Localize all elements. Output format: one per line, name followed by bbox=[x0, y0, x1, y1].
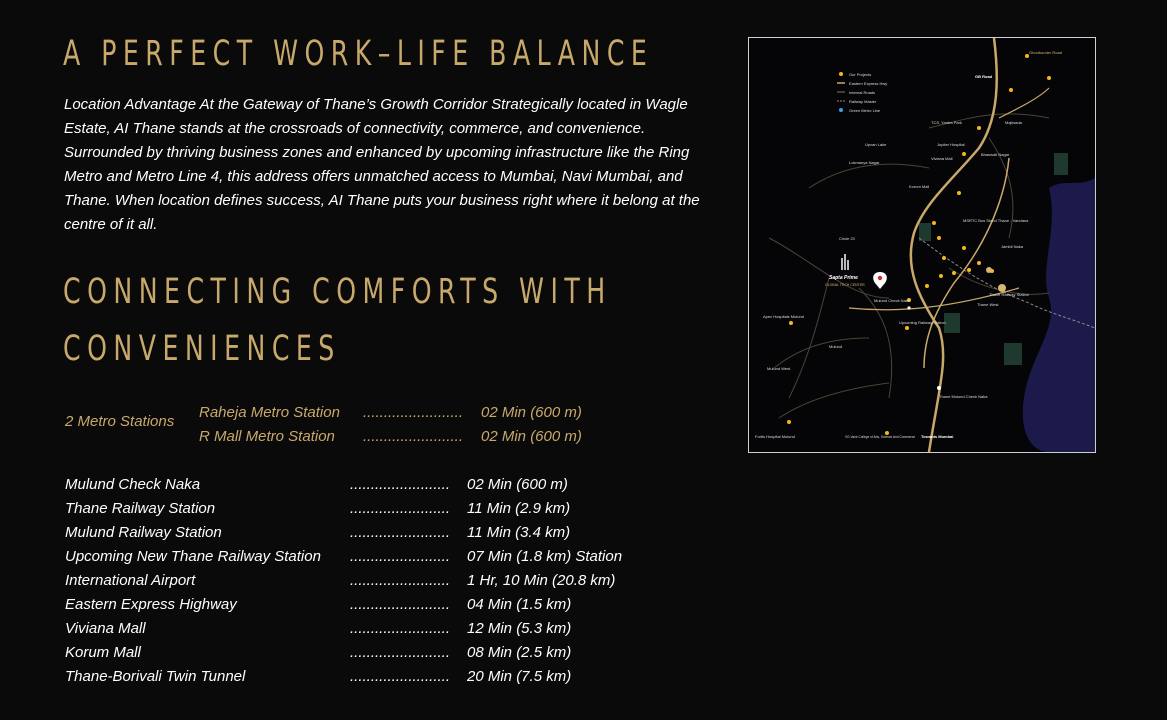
distance-time: 07 Min (1.8 km) Station bbox=[467, 548, 623, 565]
leader-dots: ........................ bbox=[350, 524, 451, 541]
green-area bbox=[944, 313, 960, 333]
map-label: MSRTC Bus Stand Thane - Vandana bbox=[963, 218, 1029, 223]
highway-branch bbox=[924, 158, 1009, 368]
distance-place: Thane-Borivali Twin Tunnel bbox=[65, 668, 246, 685]
legend-metro-icon bbox=[839, 108, 843, 112]
brand-name: Sapta Prime bbox=[829, 275, 858, 281]
leader-dots: ........................ bbox=[350, 644, 451, 661]
distance-row bbox=[65, 644, 685, 666]
distance-time: 04 Min (1.5 km) bbox=[467, 596, 572, 613]
map-label: Circle 23 bbox=[839, 236, 855, 241]
map-label: Upcoming Railway Station bbox=[899, 320, 946, 325]
map-legend bbox=[837, 72, 887, 113]
brand-tagline: GLOBAL TECH CENTER bbox=[825, 283, 865, 287]
legend-label: Eastern Express Hwy bbox=[849, 81, 888, 86]
metro-station-name: Raheja Metro Station bbox=[199, 404, 340, 421]
distance-time: 02 Min (600 m) bbox=[467, 476, 568, 493]
section-title-work-life: A PERFECT WORK–LIFE BALANCE bbox=[63, 34, 654, 74]
legend-label: Green Metro Line bbox=[849, 108, 881, 113]
distance-time: 20 Min (7.5 km) bbox=[467, 668, 572, 685]
leader-dots: ........................ bbox=[350, 668, 451, 685]
map-label: Jupiter Hospital bbox=[937, 142, 965, 147]
intro-paragraph: Location Advantage At the Gateway of Thane’s Growth Corridor Strategically located in Wagle Estate, AI Thane stands at the crossroads of connectivity, commerce, and convenience. Surrounded by thriving business zones and enhanced by upcoming infrastructure like the Ring Metro and Metro Line 4, this address offers unmatched access to Mumbai, Navi Mumbai, and Thane. When location defines success, AI Thane puts your business right where it belong at the centre of it all. bbox=[64, 96, 700, 233]
green-area bbox=[1054, 153, 1068, 175]
distance-row bbox=[65, 476, 685, 498]
map-labels bbox=[755, 50, 1062, 439]
distance-row bbox=[65, 572, 685, 594]
distance-time: 12 Min (5.3 km) bbox=[467, 620, 572, 637]
leader-dots: ........................ bbox=[350, 548, 451, 565]
location-pin-icon bbox=[873, 272, 887, 289]
map-label: Thane Railway Station bbox=[989, 292, 1030, 297]
map-label: Jambli Naka bbox=[1001, 244, 1024, 249]
distance-time: 08 Min (2.5 km) bbox=[467, 644, 572, 661]
map-label: Apex Hospitals Mulund bbox=[763, 314, 804, 319]
map-label: GB Road bbox=[975, 74, 993, 79]
station-marker bbox=[986, 267, 992, 273]
map-label: Mulund bbox=[829, 344, 843, 349]
map-label: Lokmanya Nagar bbox=[849, 160, 880, 165]
map-canvas bbox=[749, 38, 1095, 452]
distance-row bbox=[65, 620, 685, 642]
distance-place: Mulund Check Naka bbox=[65, 476, 201, 493]
distance-place: Thane Railway Station bbox=[65, 500, 216, 517]
internal-roads bbox=[769, 114, 1049, 418]
distance-place: Korum Mall bbox=[65, 644, 141, 661]
leader-dots: ........................ bbox=[350, 500, 451, 517]
eastern-express-highway bbox=[911, 38, 997, 452]
distance-time: 1 Hr, 10 Min (20.8 km) bbox=[467, 572, 616, 589]
distance-place: Eastern Express Highway bbox=[65, 596, 237, 613]
map-label: Thane Mulund Check Naka bbox=[939, 394, 988, 399]
metro-station-time: 02 Min (600 m) bbox=[481, 428, 582, 445]
metro-row bbox=[199, 404, 619, 426]
distance-place: International Airport bbox=[65, 572, 196, 589]
location-map bbox=[748, 37, 1096, 453]
map-label: Bhaswati Nagar bbox=[981, 152, 1010, 157]
map-label: Majiwada bbox=[1005, 120, 1022, 125]
map-label: Mulund Check Naka bbox=[874, 298, 911, 303]
leader-dots: ........................ bbox=[350, 620, 451, 637]
node-marker bbox=[907, 306, 910, 309]
distance-place: Upcoming New Thane Railway Station bbox=[65, 548, 321, 565]
green-area bbox=[919, 223, 931, 241]
distance-row bbox=[65, 596, 685, 618]
map-label: Thane West bbox=[977, 302, 999, 307]
map-label: Upvan Lake bbox=[865, 142, 887, 147]
metro-station-name: R Mall Metro Station bbox=[199, 428, 335, 445]
map-label: Mulund West bbox=[767, 366, 791, 371]
legend-label: Internal Roads bbox=[849, 90, 876, 95]
map-label: VG Vaze College of Arts, Science And Commerce bbox=[845, 435, 916, 439]
section-title-connecting-line2: CONVENIENCES bbox=[63, 329, 341, 369]
station-marker bbox=[998, 284, 1006, 292]
map-label: Fortis Hospital Mulund bbox=[755, 434, 795, 439]
check-naka-marker bbox=[937, 386, 941, 390]
leader-dots: ........................ bbox=[350, 596, 451, 613]
legend-label: Our Projects bbox=[849, 72, 872, 77]
leader-dots: ........................ bbox=[350, 572, 451, 589]
metro-row bbox=[199, 428, 619, 450]
leader-dots: ........................ bbox=[363, 404, 464, 421]
distance-row bbox=[65, 668, 685, 690]
legend-label: Railway Master bbox=[849, 99, 877, 104]
distance-row bbox=[65, 524, 685, 546]
distance-time: 11 Min (2.9 km) bbox=[467, 500, 571, 517]
metro-station-time: 02 Min (600 m) bbox=[481, 404, 582, 421]
map-label: Viviana Mall bbox=[931, 156, 953, 161]
leader-dots: ........................ bbox=[350, 476, 451, 493]
distance-row bbox=[65, 548, 685, 570]
section-title-connecting-line1: CONNECTING COMFORTS WITH bbox=[63, 272, 612, 312]
green-area bbox=[1004, 343, 1022, 365]
distance-time: 11 Min (3.4 km) bbox=[467, 524, 571, 541]
map-label: Towards Mumbai bbox=[921, 434, 954, 439]
distance-place: Viviana Mall bbox=[65, 620, 146, 637]
map-label: Korum Mall bbox=[909, 184, 930, 189]
distance-place: Mulund Railway Station bbox=[65, 524, 222, 541]
metro-stations-label: 2 Metro Stations bbox=[65, 413, 175, 430]
map-label: Ghodbunder Road bbox=[1029, 50, 1062, 55]
brand-logo bbox=[825, 254, 865, 287]
map-label: TCS, Yantra Park bbox=[931, 120, 962, 125]
distance-row bbox=[65, 500, 685, 522]
legend-project-icon bbox=[839, 72, 843, 76]
leader-dots: ........................ bbox=[363, 428, 464, 445]
